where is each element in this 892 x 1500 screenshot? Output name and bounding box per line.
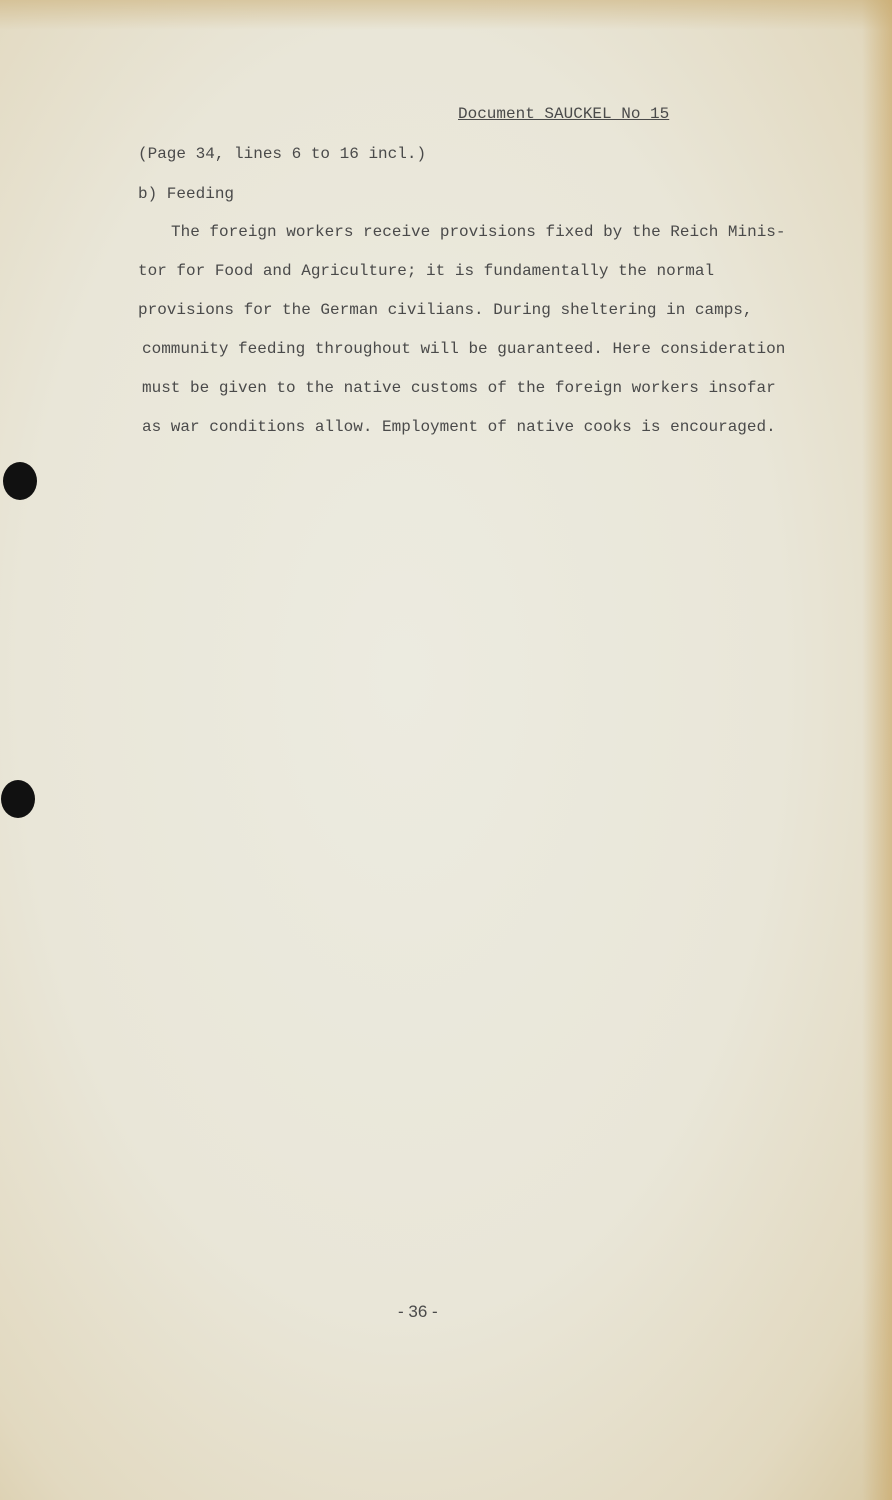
page-number: - 36 - (398, 1302, 438, 1321)
body-line: provisions for the German civilians. During sheltering in camps, (138, 301, 753, 319)
body-line: community feeding throughout will be guaranteed. Here consideration (142, 340, 786, 358)
paper-edge-shading (862, 0, 892, 1500)
paper-edge-shading-top (0, 0, 892, 30)
body-line: must be given to the native customs of the foreign workers insofar (142, 379, 776, 397)
body-line: as war conditions allow. Employment of native cooks is encouraged. (142, 418, 776, 436)
body-line: tor for Food and Agriculture; it is fundamentally the normal (138, 262, 715, 280)
document-reference: Document SAUCKEL No 15 (458, 105, 670, 123)
punch-hole (3, 462, 37, 500)
punch-hole (1, 780, 35, 818)
section-heading: b) Feeding (138, 185, 235, 203)
source-reference: (Page 34, lines 6 to 16 incl.) (138, 145, 427, 163)
body-line: The foreign workers receive provisions fixed by the Reich Minis- (171, 223, 786, 241)
